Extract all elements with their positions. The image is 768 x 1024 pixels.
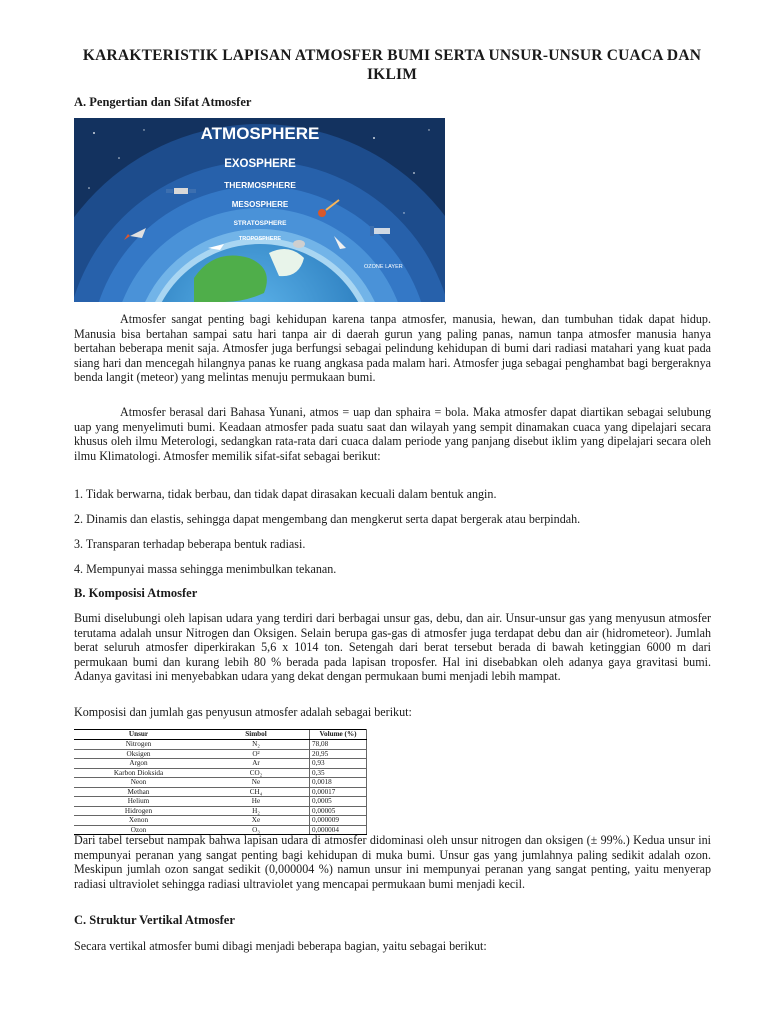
- layer-exosphere: EXOSPHERE: [224, 158, 296, 170]
- element-name: Nitrogen: [74, 740, 203, 750]
- element-volume: 0,0018: [310, 778, 367, 788]
- balloon-icon: [293, 240, 305, 248]
- element-volume: 0,93: [310, 759, 367, 769]
- layer-stratosphere: STRATOSPHERE: [233, 220, 287, 227]
- table-row: [74, 768, 367, 778]
- element-name: Oksigen: [74, 749, 203, 759]
- property-item-2: 2. Dinamis dan elastis, sehingga dapat mengembang dan mengkerut serta dapat bergerak atau berpindah.: [74, 512, 581, 526]
- element-volume: 0,35: [310, 768, 367, 778]
- element-name: Karbon Dioksida: [74, 768, 203, 778]
- section-b-paragraph-1: Bumi diselubungi oleh lapisan udara yang terdiri dari berbagai unsur gas, debu, dan air. Unsur-unsur gas yang menyusun atmosfer terutama adalah unsur Nitrogen dan Oksigen. Selain berupa gas-gas di atmosfer juga terdapat debu dan air (hidrometeor). Jumlah berat seluruh atmosfer diperkirakan 5,6 x 1014 ton. Setengah dari berat tersebut berada di bawah ketinggian 6000 m dari permukaan bumi dan kurang lebih 80 % berada pada lapisan troposfer. Hal ini disebabkan oleh adanya gaya gravitasi bumi. Adanya gavitasi ini menyebabkan udara yang dekat dengan permukaan bumi menjadi lebih mampat.: [74, 611, 711, 684]
- element-name: Neon: [74, 778, 203, 788]
- column-header-unsur: Unsur: [74, 730, 203, 740]
- table-header-row: [74, 730, 367, 740]
- table-row: [74, 806, 367, 816]
- element-symbol: N₂: [203, 740, 310, 750]
- document-title: KARAKTERISTIK LAPISAN ATMOSFER BUMI SERTA UNSUR-UNSUR CUACA DAN IKLIM: [82, 47, 702, 83]
- element-symbol: CO₂: [203, 768, 310, 778]
- element-name: Helium: [74, 797, 203, 807]
- section-a-paragraph-2: Atmosfer berasal dari Bahasa Yunani, atmos = uap dan sphaira = bola. Maka atmosfer dapat diartikan sebagai selubung uap yang menyelimuti bumi. Keadaan atmosfer pada suatu saat dan wilayah yang sempit dinamakan cuaca yang dipelajari secara khusus oleh ilmu Meterologi, sedangkan rata-rata dari cuaca dalam periode yang panjang disebut iklim yang dipelajari secara oleh ilmu Klimatologi. Atmosfer memilik sifat-sifat sebagai berikut:: [74, 405, 711, 463]
- table-row: [74, 759, 367, 769]
- layer-troposphere: TROPOSPHERE: [238, 236, 282, 242]
- section-c-heading: C. Struktur Vertikal Atmosfer: [74, 913, 235, 927]
- element-name: Hidrogen: [74, 806, 203, 816]
- table-row: [74, 778, 367, 788]
- element-symbol: O₃: [203, 825, 310, 835]
- section-c-paragraph-1: Secara vertikal atmosfer bumi dibagi menjadi beberapa bagian, yaitu sebagai berikut:: [74, 939, 487, 953]
- table-row: [74, 797, 367, 807]
- section-a-paragraph-1: Atmosfer sangat penting bagi kehidupan karena tanpa atmosfer, manusia, hewan, dan tumbuhan tidak dapat hidup. Manusia bisa bertahan sampai satu hari tanpa air di daerah gurun yang paling panas, namun tanpa atmosfer manusia hanya bertahan beberapa menit saja. Atmosfer juga berfungsi sebagai pelindung kehidupan di bumi dari radiasi matahari yang kuat pada siang hari dan mencegah hilangnya panas ke ruang angkasa pada malam hari. Atmosfer juga sebagai penghambat bagi bergeraknya benda langit (meteor) yang melintas menuju permukaan bumi.: [74, 312, 711, 385]
- section-a-heading: A. Pengertian dan Sifat Atmosfer: [74, 95, 252, 109]
- element-symbol: CH₄: [203, 787, 310, 797]
- element-symbol: Xe: [203, 816, 310, 826]
- element-volume: 78,08: [310, 740, 367, 750]
- layer-thermosphere: THERMOSPHERE: [224, 180, 296, 190]
- section-b-paragraph-2: Komposisi dan jumlah gas penyusun atmosfer adalah sebagai berikut:: [74, 705, 412, 719]
- section-b-heading: B. Komposisi Atmosfer: [74, 586, 198, 600]
- element-symbol: Ne: [203, 778, 310, 788]
- column-header-volume: Volume (%): [310, 730, 367, 740]
- element-name: Methan: [74, 787, 203, 797]
- element-symbol: Ar: [203, 759, 310, 769]
- element-name: Ozon: [74, 825, 203, 835]
- table-row: [74, 787, 367, 797]
- column-header-simbol: Simbol: [203, 730, 310, 740]
- element-volume: 0,00017: [310, 787, 367, 797]
- property-item-1: 1. Tidak berwarna, tidak berbau, dan tidak dapat dirasakan kecuali dalam bentuk angin.: [74, 487, 497, 501]
- element-volume: 0,000004: [310, 825, 367, 835]
- gas-composition-table: [74, 729, 367, 835]
- element-symbol: H₂: [203, 806, 310, 816]
- property-item-4: 4. Mempunyai massa sehingga menimbulkan tekanan.: [74, 562, 337, 576]
- element-name: Argon: [74, 759, 203, 769]
- property-item-3: 3. Transparan terhadap beberapa bentuk radiasi.: [74, 537, 306, 551]
- section-b-paragraph-3: Dari tabel tersebut nampak bahwa lapisan udara di atmosfer didominasi oleh unsur nitrogen dan oksigen (± 99%.) Kedua unsur ini mempunyai peranan yang sangat penting bagi kehidupan di muka bumi. Unsur gas yang jumlahnya paling sedikit adalah ozon. Meskipun jumlah ozon sangat sedikit (0,000004 %) namun unsur ini mempunyai peranan yang sangat penting, yaitu menyerap radiasi ultraviolet sehingga radiasi ultraviolet yang mencapai permukaan bumi menjadi kecil.: [74, 833, 711, 891]
- element-symbol: He: [203, 797, 310, 807]
- layer-mesosphere: MESOSPHERE: [231, 200, 289, 209]
- table-row: [74, 749, 367, 759]
- element-name: Xenon: [74, 816, 203, 826]
- element-symbol: O²: [203, 749, 310, 759]
- element-volume: 0,0005: [310, 797, 367, 807]
- atmosphere-illustration: [74, 118, 445, 302]
- table-row: [74, 816, 367, 826]
- table-row: [74, 740, 367, 750]
- element-volume: 0,00005: [310, 806, 367, 816]
- ozone-layer-label: OZONE LAYER: [364, 264, 403, 270]
- image-title: ATMOSPHERE: [200, 124, 320, 143]
- element-volume: 20,95: [310, 749, 367, 759]
- element-volume: 0,000009: [310, 816, 367, 826]
